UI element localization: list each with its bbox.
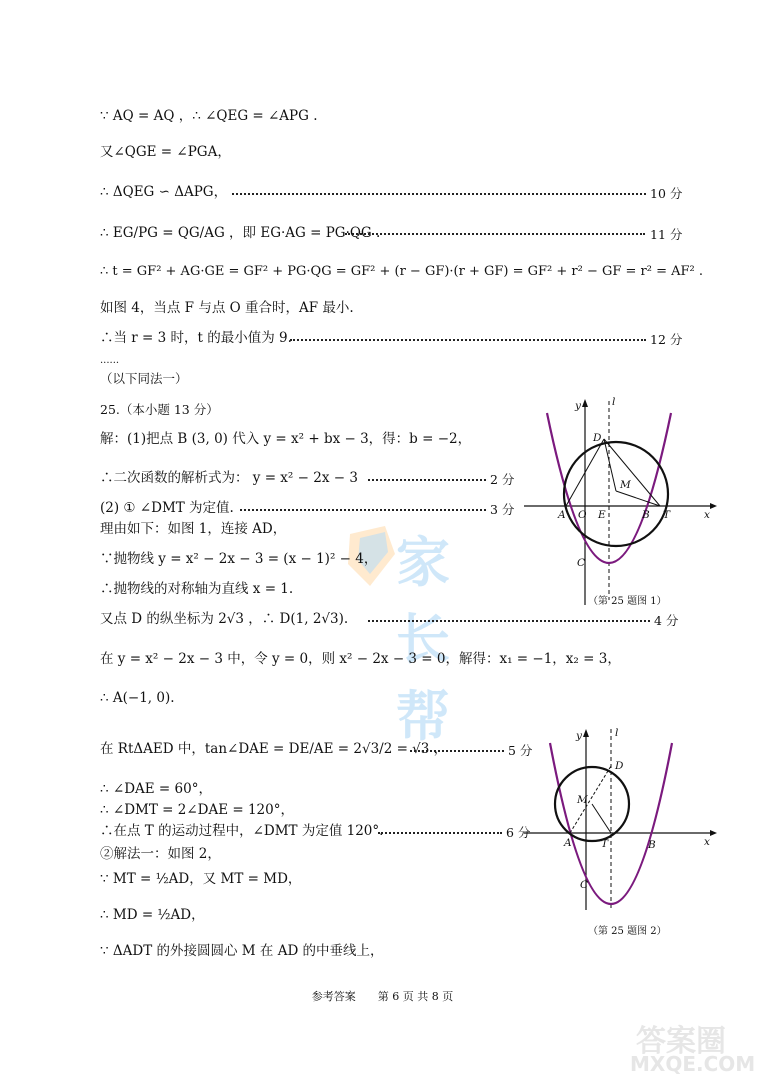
figure-25-2 (518, 725, 718, 915)
line-12: ∴二次函数的解析式为： y = x² − 2x − 3 (100, 470, 358, 486)
watermark-url: MXQE.COM (630, 1052, 756, 1076)
score-leader (290, 339, 646, 341)
label-b: B (648, 839, 656, 851)
line-16: ∴抛物线的对称轴为直线 x = 1. (100, 581, 294, 597)
label-c: C (580, 879, 589, 891)
label-o: O (578, 509, 587, 521)
x-axis-arrow-icon (710, 830, 717, 836)
line-2: 又∠QGE = ∠PGA， (100, 144, 231, 160)
score-leader (345, 233, 645, 235)
label-l: l (612, 396, 616, 408)
line-1: ∵ AQ = AQ ，∴ ∠QEG = ∠APG . (100, 108, 318, 124)
label-m: M (577, 794, 588, 806)
y-axis-arrow-icon (583, 729, 589, 737)
watermark-corner-text: 答案圈 (636, 1024, 726, 1059)
line-4: ∴ EG/PG = QG/AG ，即 EG·AG = PG·QG . (100, 225, 381, 241)
line-19: ∴ A(−1, 0). (100, 690, 175, 706)
page-footer: 参考答案 第 6 页 共 8 页 (311, 990, 454, 1003)
x-axis-arrow-icon (710, 503, 717, 509)
line-8: ...... (100, 355, 120, 366)
score-leader (410, 750, 504, 752)
score-10: 10 分 (650, 186, 683, 201)
score-leader (240, 509, 486, 511)
line-21: ∴ ∠DAE = 60°， (100, 781, 212, 797)
score-leader (232, 193, 646, 195)
line-7: ∴当 r = 3 时，t 的最小值为 9. (100, 330, 292, 346)
score-leader (378, 832, 502, 834)
line-3: ∴ ΔQEG ∽ ΔAPG， (100, 184, 228, 200)
line-27: ∵ ΔADT 的外接圆圆心 M 在 AD 的中垂线上， (100, 943, 384, 959)
label-a: A (558, 509, 566, 521)
label-x: x (704, 509, 710, 521)
line-5: ∴ t = GF² + AG·GE = GF² + PG·QG = GF² + (r − GF)·(r + GF) = GF² + r² − GF = r² = AF² . (100, 264, 704, 279)
line-6: 如图 4，当点 F 与点 O 重合时，AF 最小. (100, 300, 354, 316)
line-14: 理由如下：如图 1，连接 AD， (100, 521, 287, 537)
label-b: B (642, 509, 650, 521)
score-12: 12 分 (650, 332, 683, 347)
line-22: ∴ ∠DMT = 2∠DAE = 120°， (100, 802, 294, 818)
line-11: 解：(1)把点 B (3, 0) 代入 y = x² + bx − 3，得：b = −2， (100, 431, 472, 447)
segment-mt (592, 804, 611, 833)
line-20: 在 RtΔAED 中，tan∠DAE = DE/AE = 2√3/2 = √3 ， (100, 741, 448, 757)
label-l: l (615, 727, 619, 739)
line-17: 又点 D 的纵坐标为 2√3 ，∴ D(1, 2√3). (100, 611, 349, 627)
label-m: M (620, 479, 631, 491)
score-5: 5 分 (508, 743, 533, 758)
line-24: ②解法一：如图 2， (100, 846, 221, 862)
label-t: T (601, 838, 609, 850)
watermark-text: 家长帮 (396, 531, 452, 748)
figure-25-1 (518, 395, 718, 610)
score-3: 3 分 (490, 502, 515, 517)
line-13: (2) ① ∠DMT 为定值. (100, 500, 234, 516)
line-18: 在 y = x² − 2x − 3 中，令 y = 0，则 x² − 2x − 3 = 0，解得：x₁ = −1，x₂ = 3， (100, 651, 621, 667)
label-t: T (663, 509, 671, 521)
circle-m (564, 442, 668, 546)
line-15: ∵抛物线 y = x² − 2x − 3 = (x − 1)² − 4， (100, 551, 378, 567)
label-y: y (575, 400, 581, 412)
figure-2-caption: （第 25 题图 2） (588, 926, 667, 937)
score-leader (368, 620, 650, 622)
line-26: ∴ MD = ½AD， (100, 907, 205, 923)
label-e: E (598, 509, 606, 521)
label-x: x (704, 836, 710, 848)
score-11: 11 分 (650, 227, 683, 242)
label-y: y (576, 730, 582, 742)
label-a: A (564, 837, 572, 849)
y-axis-arrow-icon (582, 399, 588, 407)
label-d: D (593, 432, 602, 444)
figure-1-caption: （第 25 题图 1） (588, 596, 667, 607)
line-25: ∵ MT = ½AD，又 MT = MD， (100, 871, 302, 887)
line-9: （以下同法一） (100, 371, 188, 386)
score-2: 2 分 (490, 472, 515, 487)
line-10: 25.（本小题 13 分） (100, 402, 219, 417)
score-6: 6 分 (506, 825, 531, 840)
score-leader (368, 479, 486, 481)
line-23: ∴在点 T 的运动过程中，∠DMT 为定值 120°. (100, 823, 384, 839)
label-c: C (577, 557, 586, 569)
label-d: D (615, 760, 624, 772)
score-4: 4 分 (654, 613, 679, 628)
